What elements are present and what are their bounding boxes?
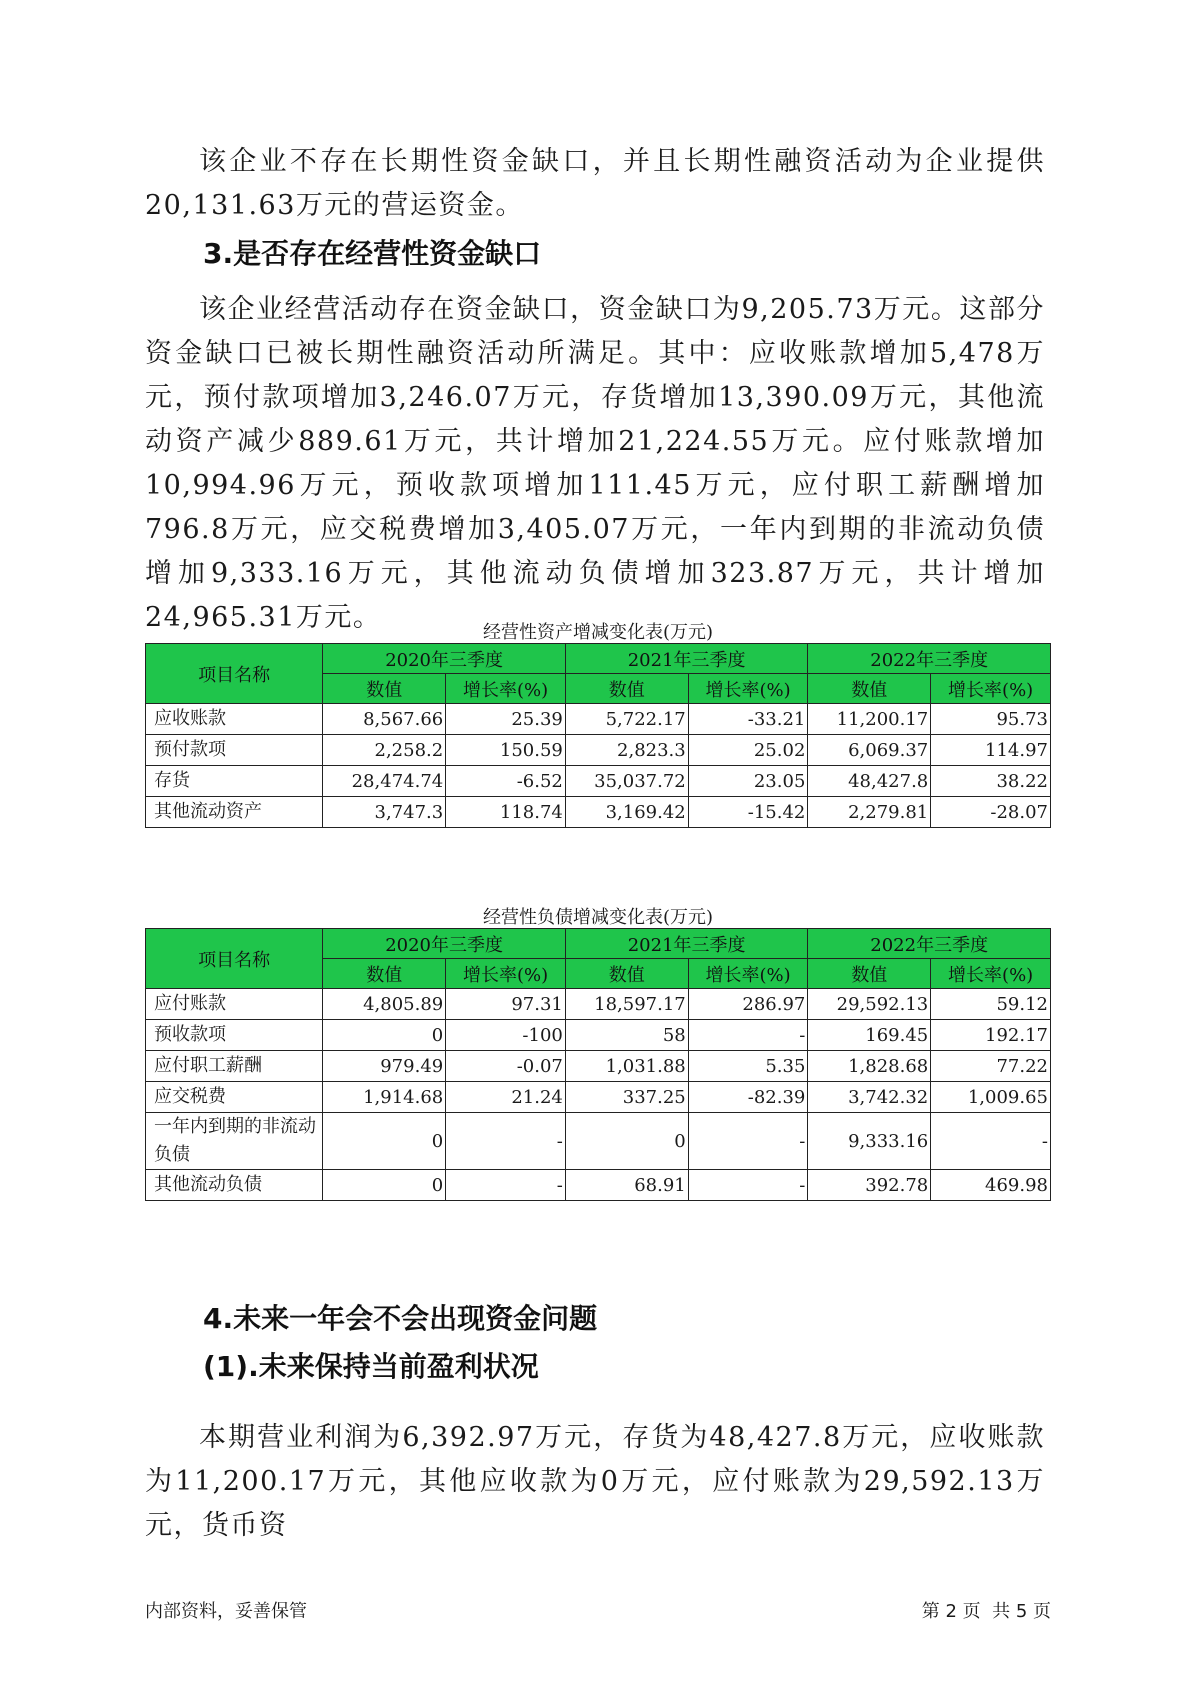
cell-rate: 118.74 (446, 797, 566, 828)
cell-rate: - (931, 1113, 1051, 1170)
header-growth-rate: 增长率(%) (446, 959, 566, 989)
liabilities-table-caption: 经营性负债增减变化表(万元) (482, 907, 714, 928)
cell-rate: - (688, 1020, 808, 1051)
cell-value: 0 (323, 1020, 446, 1051)
footer-confidential-note: 内部资料，妥善保管 (145, 1601, 307, 1622)
cell-rate: 25.02 (688, 735, 808, 766)
header-growth-rate: 增长率(%) (931, 959, 1051, 989)
cell-value: 5,722.17 (565, 704, 688, 735)
cell-value: 3,169.42 (565, 797, 688, 828)
cell-rate: 150.59 (446, 735, 566, 766)
row-name: 应付账款 (146, 989, 323, 1020)
table-row (146, 704, 1051, 735)
header-period-2022: 2022年三季度 (808, 644, 1051, 674)
row-name: 其他流动负债 (146, 1170, 323, 1201)
section3-heading: 3.是否存在经营性资金缺口 (203, 237, 542, 270)
header-period-2020: 2020年三季度 (323, 929, 566, 959)
table-row (146, 1051, 1051, 1082)
cell-rate: 469.98 (931, 1170, 1051, 1201)
section3-paragraph: 该企业经营活动存在资金缺口，资金缺口为9,205.73万元。这部分资金缺口已被长期性融资活动所满足。其中：应收账款增加5,478万元，预付款项增加3,246.07万元，存货增加13,390.09万元，其他流动资产减少889.61万元，共计增加21,224.55万元。应付账款增加10,994.96万元，预收款项增加111.45万元，应付职工薪酬增加796.8万元，应交税费增加3,405.07万元，一年内到期的非流动负债增加9,333.16万元，其他流动负债增加323.87万元，共计增加24,965.31万元。 (145, 294, 1045, 633)
cell-value: 4,805.89 (323, 989, 446, 1020)
header-item-name: 项目名称 (146, 644, 323, 704)
cell-value: 337.25 (565, 1082, 688, 1113)
cell-rate: 21.24 (446, 1082, 566, 1113)
cell-value: 2,258.2 (323, 735, 446, 766)
cell-value: 979.49 (323, 1051, 446, 1082)
table-row (146, 735, 1051, 766)
cell-rate: 95.73 (931, 704, 1051, 735)
cell-rate: 77.22 (931, 1051, 1051, 1082)
cell-rate: - (446, 1170, 566, 1201)
cell-rate: 114.97 (931, 735, 1051, 766)
cell-value: 3,747.3 (323, 797, 446, 828)
cell-rate: -0.07 (446, 1051, 566, 1082)
cell-rate: -6.52 (446, 766, 566, 797)
cell-value: 0 (323, 1170, 446, 1201)
cell-value: 35,037.72 (565, 766, 688, 797)
row-name: 存货 (146, 766, 323, 797)
row-name: 应付职工薪酬 (146, 1051, 323, 1082)
cell-rate: -15.42 (688, 797, 808, 828)
cell-value: 1,031.88 (565, 1051, 688, 1082)
cell-value: 6,069.37 (808, 735, 931, 766)
cell-value: 58 (565, 1020, 688, 1051)
header-value: 数值 (565, 674, 688, 704)
header-value: 数值 (323, 959, 446, 989)
row-name: 一年内到期的非流动负债 (146, 1113, 323, 1170)
cell-value: 2,279.81 (808, 797, 931, 828)
cell-value: 1,914.68 (323, 1082, 446, 1113)
row-name: 应收账款 (146, 704, 323, 735)
table-row (146, 1082, 1051, 1113)
header-period-2020: 2020年三季度 (323, 644, 566, 674)
cell-rate: -28.07 (931, 797, 1051, 828)
cell-value: 169.45 (808, 1020, 931, 1051)
header-value: 数值 (808, 674, 931, 704)
cell-value: 0 (565, 1113, 688, 1170)
section4-paragraph: 本期营业利润为6,392.97万元，存货为48,427.8万元，应收账款为11,200.17万元，其他应收款为0万元，应付账款为29,592.13万元，货币资 (145, 1422, 1045, 1541)
cell-value: 28,474.74 (323, 766, 446, 797)
cell-rate: 38.22 (931, 766, 1051, 797)
footer-page-number: 第 2 页 共 5 页 (921, 1601, 1051, 1622)
header-period-2021: 2021年三季度 (565, 929, 808, 959)
table-row (146, 797, 1051, 828)
cell-rate: 97.31 (446, 989, 566, 1020)
cell-value: 11,200.17 (808, 704, 931, 735)
cell-value: 18,597.17 (565, 989, 688, 1020)
cell-value: 392.78 (808, 1170, 931, 1201)
cell-value: 68.91 (565, 1170, 688, 1201)
assets-change-table (145, 643, 1051, 828)
cell-rate: 1,009.65 (931, 1082, 1051, 1113)
header-value: 数值 (323, 674, 446, 704)
header-period-2021: 2021年三季度 (565, 644, 808, 674)
cell-rate: 5.35 (688, 1051, 808, 1082)
header-growth-rate: 增长率(%) (688, 959, 808, 989)
table-row (146, 1170, 1051, 1201)
cell-rate: 286.97 (688, 989, 808, 1020)
cell-rate: 23.05 (688, 766, 808, 797)
cell-rate: 25.39 (446, 704, 566, 735)
table-row (146, 1020, 1051, 1051)
cell-value: 9,333.16 (808, 1113, 931, 1170)
cell-value: 29,592.13 (808, 989, 931, 1020)
table-row (146, 766, 1051, 797)
cell-rate: 59.12 (931, 989, 1051, 1020)
section4-subheading: (1).未来保持当前盈利状况 (203, 1350, 539, 1383)
row-name: 预付款项 (146, 735, 323, 766)
cell-value: 2,823.3 (565, 735, 688, 766)
cell-value: 1,828.68 (808, 1051, 931, 1082)
row-name: 预收款项 (146, 1020, 323, 1051)
header-growth-rate: 增长率(%) (446, 674, 566, 704)
header-growth-rate: 增长率(%) (931, 674, 1051, 704)
header-growth-rate: 增长率(%) (688, 674, 808, 704)
liabilities-change-table (145, 928, 1051, 1201)
table-row (146, 989, 1051, 1020)
cell-rate: -82.39 (688, 1082, 808, 1113)
cell-rate: - (688, 1170, 808, 1201)
section4-heading: 4.未来一年会不会出现资金问题 (203, 1302, 598, 1335)
cell-rate: - (688, 1113, 808, 1170)
cell-value: 48,427.8 (808, 766, 931, 797)
cell-value: 3,742.32 (808, 1082, 931, 1113)
cell-rate: 192.17 (931, 1020, 1051, 1051)
table-row (146, 1113, 1051, 1170)
cell-rate: -100 (446, 1020, 566, 1051)
header-value: 数值 (808, 959, 931, 989)
header-period-2022: 2022年三季度 (808, 929, 1051, 959)
cell-rate: - (446, 1113, 566, 1170)
assets-table-caption: 经营性资产增减变化表(万元) (482, 622, 714, 643)
row-name: 应交税费 (146, 1082, 323, 1113)
header-item-name: 项目名称 (146, 929, 323, 989)
cell-value: 0 (323, 1113, 446, 1170)
section2-tail-paragraph: 该企业不存在长期性资金缺口，并且长期性融资活动为企业提供20,131.63万元的营运资金。 (145, 146, 1045, 221)
row-name: 其他流动资产 (146, 797, 323, 828)
cell-rate: -33.21 (688, 704, 808, 735)
cell-value: 8,567.66 (323, 704, 446, 735)
header-value: 数值 (565, 959, 688, 989)
